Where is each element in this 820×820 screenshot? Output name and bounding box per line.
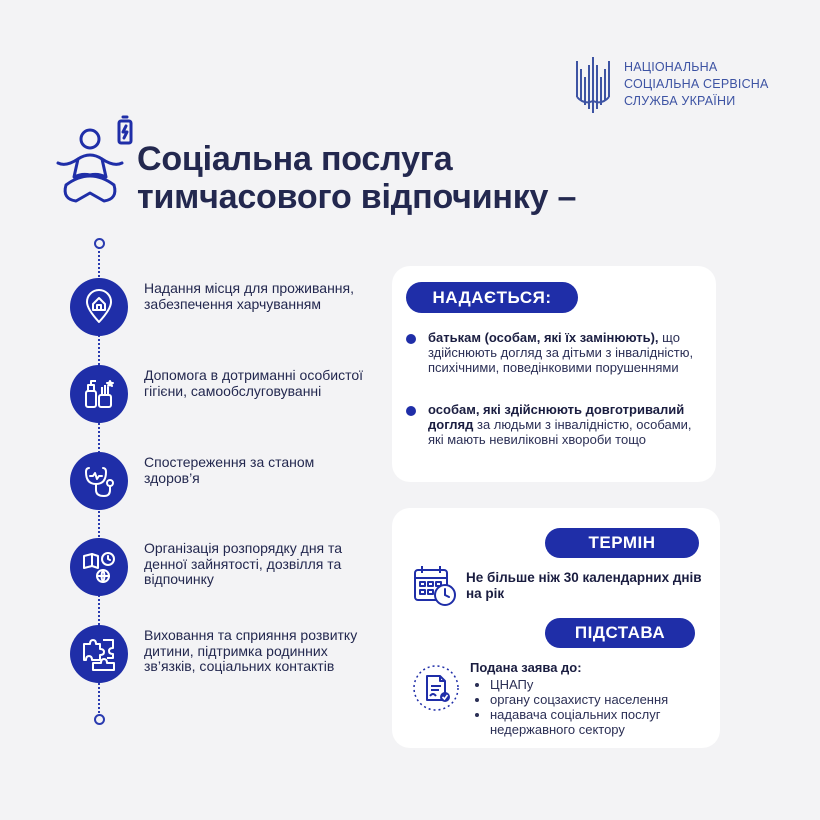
logo-text bbox=[624, 59, 769, 110]
provided-item-rest: що здійснюють догляд за дітьми з інвалідністю, психічними, поведінковими порушеннями bbox=[428, 330, 694, 375]
meditation-person-icon bbox=[52, 115, 142, 220]
logo-line-2: СОЦІАЛЬНА СЕРВІСНА bbox=[624, 77, 769, 91]
timeline-start-dot bbox=[94, 238, 105, 249]
bullet-dot-icon bbox=[406, 406, 416, 416]
basis-list-item: • надавача соціальних послуг недержавного сектору bbox=[490, 707, 714, 737]
basis-list-item: • органу соцзахисту населення bbox=[490, 692, 714, 707]
application-document-icon bbox=[412, 664, 460, 717]
provided-item-rest: за людьми з інвалідністю, особами, які мають невиліковні хвороби тощо bbox=[428, 417, 692, 447]
provided-item-text bbox=[428, 402, 706, 447]
puzzle-icon bbox=[79, 634, 119, 674]
term-basis-card bbox=[392, 508, 720, 748]
provided-item-bold: батькам (особам, які їх замінюють), bbox=[428, 330, 659, 345]
leisure-clock-icon bbox=[80, 548, 118, 586]
service-label: Надання місця для проживання, забезпечення харчуванням bbox=[144, 280, 354, 312]
logo-line-3: СЛУЖБА УКРАЇНИ bbox=[624, 94, 736, 108]
service-item-health bbox=[70, 452, 370, 512]
stethoscope-heart-icon bbox=[80, 462, 118, 500]
provided-heading: НАДАЄТЬСЯ: bbox=[406, 282, 578, 313]
service-label: Спостереження за станом здоров’я bbox=[144, 454, 315, 486]
service-circle bbox=[70, 365, 128, 423]
title-line-1: Соціальна послуга bbox=[137, 140, 453, 178]
service-circle bbox=[70, 452, 128, 510]
provided-item-text bbox=[428, 330, 706, 375]
service-circle bbox=[70, 278, 128, 336]
home-location-icon bbox=[81, 289, 117, 325]
service-label: Виховання та сприяння розвитку дитини, підтримка родинних зв’язків, соціальних контактів bbox=[144, 627, 358, 674]
service-item-leisure bbox=[70, 538, 370, 598]
basis-block bbox=[470, 660, 714, 737]
trident-logo-icon bbox=[574, 55, 614, 115]
service-circle bbox=[70, 625, 128, 683]
page-title bbox=[137, 140, 576, 216]
term-heading: ТЕРМІН bbox=[545, 528, 699, 558]
service-item-upbringing bbox=[70, 625, 370, 685]
basis-subheading: Подана заява до: bbox=[470, 660, 582, 675]
service-label: Допомога в дотриманні особистої гігієни, самообслуговуванні bbox=[144, 367, 364, 399]
provided-card bbox=[392, 266, 716, 482]
bullet-dot-icon bbox=[406, 334, 416, 344]
provided-item-bold: особам, які здійснюють довготривалий догляд bbox=[428, 402, 685, 432]
service-circle bbox=[70, 538, 128, 596]
timeline-end-dot bbox=[94, 714, 105, 725]
hygiene-icon bbox=[80, 375, 118, 413]
calendar-clock-icon bbox=[412, 564, 458, 613]
service-label: Організація розпорядку дня та денної зайнятості, дозвілля та відпочинку bbox=[144, 540, 343, 587]
service-item-hygiene bbox=[70, 365, 370, 425]
service-item-housing bbox=[70, 278, 370, 338]
basis-heading: ПІДСТАВА bbox=[545, 618, 695, 648]
basis-list bbox=[470, 677, 714, 737]
title-line-2: тимчасового відпочинку – bbox=[137, 178, 577, 216]
nsss-logo bbox=[574, 55, 794, 115]
term-text: Не більше ніж 30 календарних днів на рік bbox=[466, 570, 702, 601]
logo-line-1: НАЦІОНАЛЬНА bbox=[624, 60, 718, 74]
basis-list-item: • ЦНАПу bbox=[490, 677, 714, 692]
